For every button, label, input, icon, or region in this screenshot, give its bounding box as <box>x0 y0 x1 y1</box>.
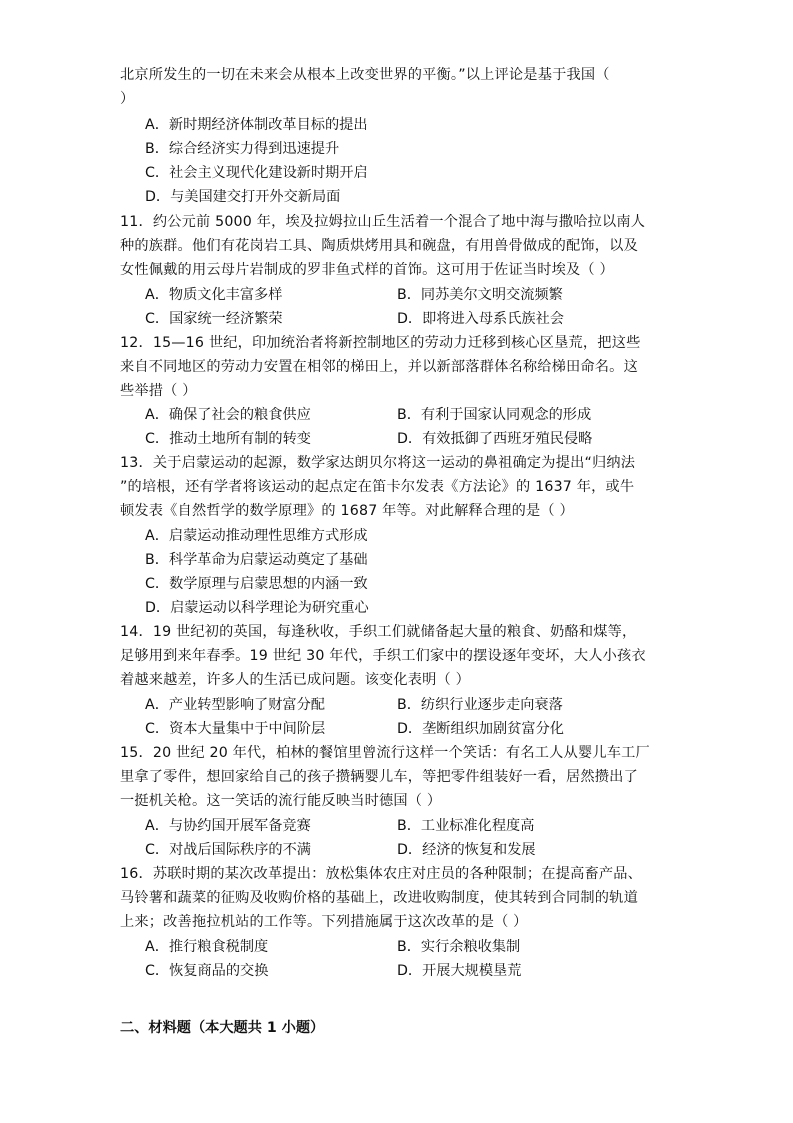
q13-stem-line: 顿发表《自然哲学的数学原理》的 1687 年等。对此解释合理的是（ ） <box>120 503 574 519</box>
q15-option-b: B．工业标准化程度高 <box>397 818 535 834</box>
q12-stem-line: 些举措（ ） <box>120 383 197 399</box>
q10-option-c: C．社会主义现代化建设新时期开启 <box>145 165 368 181</box>
q15-option-c: C．对战后国际秩序的不满 <box>145 842 311 858</box>
q13-option-d: D．启蒙运动以科学理论为研究重心 <box>145 600 369 616</box>
q10-stem-line: 北京所发生的一切在未来会从根本上改变世界的平衡。”以上评论是基于我国（ <box>120 67 610 83</box>
q11-option-b: B．同苏美尔文明交流频繁 <box>397 287 563 303</box>
q13-stem-line: ”的培根，还有学者将该运动的起点定在笛卡尔发表《方法论》的 1637 年，或牛 <box>120 479 635 495</box>
q16-option-c: C．恢复商品的交换 <box>145 963 269 979</box>
q10-option-a: A．新时期经济体制改革目标的提出 <box>145 117 368 133</box>
q11-stem-line: 女性佩戴的用云母片岩制成的罗非鱼式样的首饰。这可用于佐证当时埃及（ ） <box>120 262 614 278</box>
q10-option-d: D．与美国建交打开外交新局面 <box>145 189 341 205</box>
q13-option-c: C．数学原理与启蒙思想的内涵一致 <box>145 576 368 592</box>
section-heading: 二、材料题（本大题共 1 小题） <box>120 1020 325 1036</box>
q12-option-b: B．有利于国家认同观念的形成 <box>397 407 592 423</box>
q14-option-c: C．资本大量集中于中间阶层 <box>145 721 326 737</box>
q15-option-a: A．与协约国开展军备竞赛 <box>145 818 311 834</box>
q10-option-b: B．综合经济实力得到迅速提升 <box>145 141 340 157</box>
q16-option-a: A．推行粮食税制度 <box>145 939 269 955</box>
q16-stem-line: 上来；改善拖拉机站的工作等。下列措施属于这次改革的是（ ） <box>120 914 528 930</box>
q16-stem-line: 马铃薯和蔬菜的征购及收购价格的基础上，改进收购制度，使其转到合同制的轨道 <box>120 890 638 906</box>
q11-option-c: C．国家统一经济繁荣 <box>145 311 283 327</box>
q14-option-d: D．垄断组织加剧贫富分化 <box>397 721 564 737</box>
q12-option-c: C．推动土地所有制的转变 <box>145 431 311 447</box>
q16-stem-line: 16．苏联时期的某次改革提出：放松集体农庄对庄员的各种限制；在提高畜产品、 <box>120 866 643 882</box>
q11-option-a: A．物质文化丰富多样 <box>145 287 283 303</box>
q11-option-d: D．即将进入母系氏族社会 <box>397 311 564 327</box>
q14-stem-line: 着越来越差，许多人的生活已成问题。该变化表明（ ） <box>120 672 471 688</box>
q15-stem-line: 里拿了零件，想回家给自己的孩子攒辆婴儿车，等把零件组装好一看，居然攒出了 <box>120 769 638 785</box>
q12-option-a: A．确保了社会的粮食供应 <box>145 407 311 423</box>
q16-option-b: B．实行余粮收集制 <box>397 939 521 955</box>
q15-stem-line: 15．20 世纪 20 年代，柏林的餐馆里曾流行这样一个笑话：有名工人从婴儿车工厂 <box>120 745 650 761</box>
q15-option-d: D．经济的恢复和发展 <box>397 842 536 858</box>
q12-option-d: D．有效抵御了西班牙殖民侵略 <box>397 431 593 447</box>
q16-option-d: D．开展大规模垦荒 <box>397 963 522 979</box>
q14-option-a: A．产业转型影响了财富分配 <box>145 697 325 713</box>
q11-stem-line: 11．约公元前 5000 年，埃及拉姆拉山丘生活着一个混合了地中海与撒哈拉以南人 <box>120 214 646 230</box>
q13-stem-line: 13．关于启蒙运动的起源，数学家达朗贝尔将这一运动的鼻祖确定为提出“归纳法 <box>120 455 636 471</box>
q12-stem-line: 来自不同地区的劳动力安置在相邻的梯田上，并以新部落群体名称给梯田命名。这 <box>120 359 638 375</box>
q12-stem-line: 12．15—16 世纪，印加统治者将新控制地区的劳动力迁移到核心区垦荒，把这些 <box>120 335 641 351</box>
q13-option-b: B．科学革命为启蒙运动奠定了基础 <box>145 552 368 568</box>
q13-option-a: A．启蒙运动推动理性思维方式形成 <box>145 528 368 544</box>
q10-stem-line: ） <box>120 91 135 107</box>
q14-stem-line: 足够用到来年春季。19 世纪 30 年代，手织工们家中的摆设逐年变坏，大人小孩衣 <box>120 648 646 664</box>
q15-stem-line: 一挺机关枪。这一笑话的流行能反映当时德国（ ） <box>120 793 442 809</box>
q11-stem-line: 种的族群。他们有花岗岩工具、陶质烘烤用具和碗盘，有用兽骨做成的配饰，以及 <box>120 238 638 254</box>
q14-stem-line: 14．19 世纪初的英国，每逢秋收，手织工们就储备起大量的粮食、奶酪和煤等， <box>120 624 637 640</box>
q14-option-b: B．纺织行业逐步走向衰落 <box>397 697 563 713</box>
